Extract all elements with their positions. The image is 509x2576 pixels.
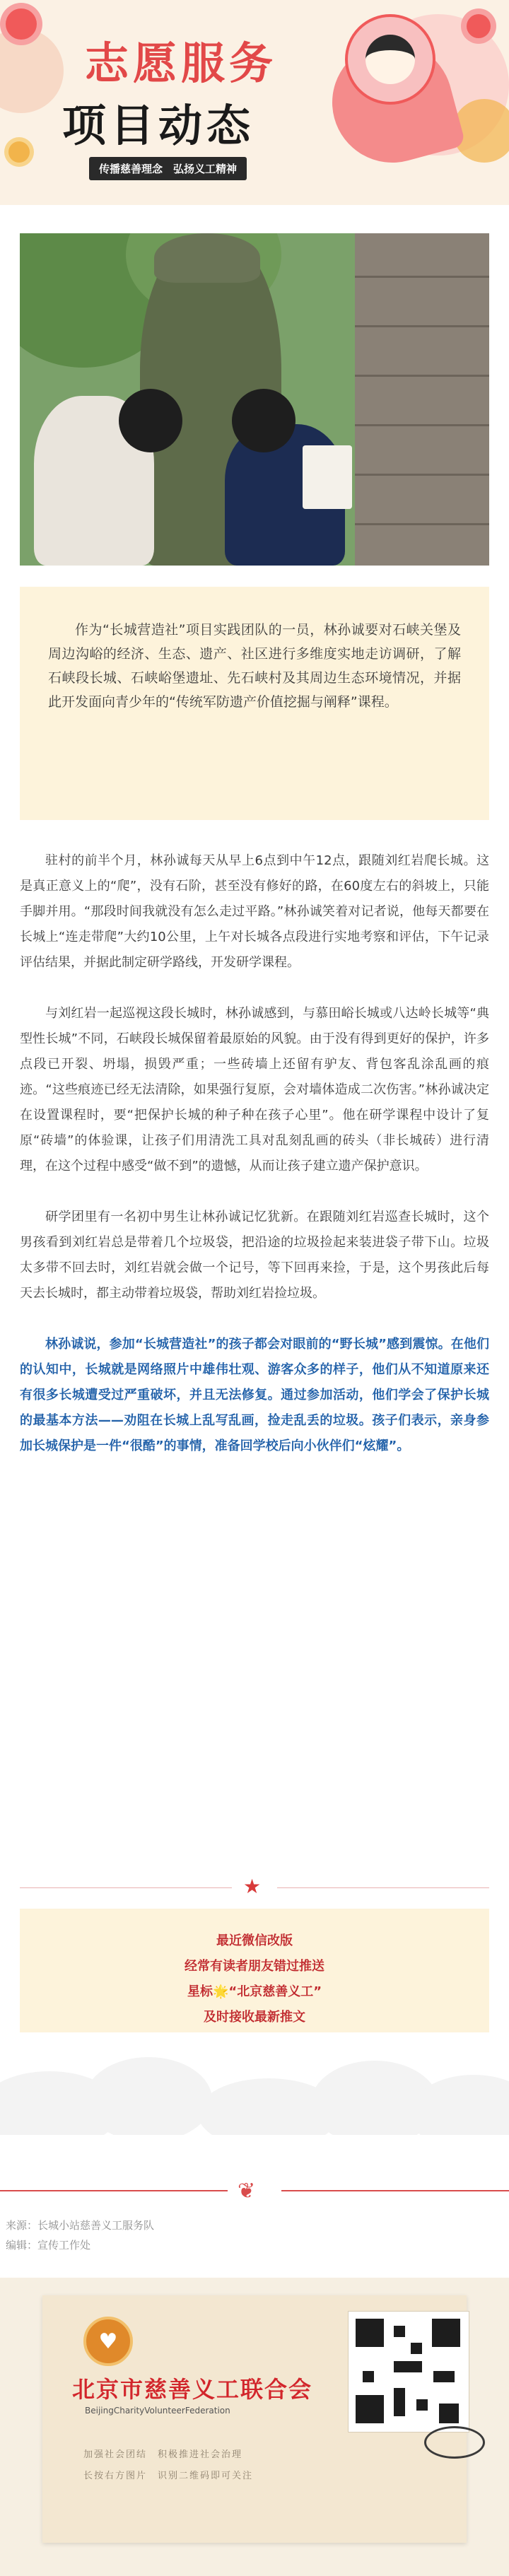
intro-box — [20, 587, 489, 820]
qr-code-icon[interactable] — [348, 2311, 469, 2432]
divider-line — [281, 2190, 509, 2191]
footer-tagline: 长按右方图片 识别二维码即可关注 — [83, 2471, 254, 2481]
footer-paper — [42, 2295, 467, 2543]
star-icon: ★ — [243, 1875, 262, 1898]
footer-card — [0, 2278, 509, 2576]
great-wall-shape — [355, 233, 489, 566]
notice-line: 星标🌟“北京慈善义工” — [187, 1984, 322, 1999]
cloud-decoration — [0, 2043, 509, 2135]
decor-circle — [0, 28, 64, 113]
org-name-cn: 北京市慈善义工联合会 — [72, 2376, 313, 2403]
divider-line — [0, 2190, 228, 2191]
article-highlight-paragraph: 林孙诚说，参加“长城营造社”的孩子都会对眼前的“野长城”感到震惊。在他们的认知中，长城就是网络照片中雄伟壮观、游客众多的样子，他们从不知道原来还有很多长城遭受过严重破坏，并且无法修复。通过参加活动，他们学会了保护长城的最基本方法——劝阻在长城上乱写乱画，捡走乱丢的垃圾。孩子们表示，亲身参加长城保护是一件“很酷”的事情，准备回学校后向小伙伴们“炫耀”。 — [20, 1337, 489, 1453]
source-from: 来源：长城小站慈善义工服务队 — [6, 2219, 155, 2232]
clipboard-shape — [303, 445, 352, 509]
subscribe-notice — [20, 1909, 489, 2032]
article-body — [20, 848, 489, 1485]
glasses-decoration-icon — [424, 2426, 485, 2459]
flower-icon — [467, 14, 491, 38]
article-paragraph: 与刘红岩一起巡视这段长城时，林孙诚感到，与慕田峪长城或八达岭长城等“典型性长城”不同，石峡段长城保留着最原始的风貌。由于没有得到更好的保护，许多点段已开裂、坍塌，损毁严重；一些砖墙上还留有驴友、背包客乱涂乱画的痕迹。“这些痕迹已经无法清除，如果强行复原，会对墙体造成二次伤害。”林孙诚决定在设置课程时，要“把保护长城的种子种在孩子心里”。他在研学课程中设计了复原“砖墙”的体验课，让孩子们用清洗工具对乱刻乱画的砖头（非长城砖）进行清理，在这个过程中感受“做不到”的遗憾，从而让孩子建立遗产保护意识。 — [20, 1006, 489, 1173]
notice-line: 及时接收最新推文 — [204, 2010, 305, 2025]
source-editor: 编辑：宣传工作处 — [6, 2239, 91, 2252]
hat-shape — [154, 233, 260, 283]
header-slogan: 传播慈善理念 弘扬义工精神 — [89, 157, 247, 180]
child-hair — [119, 389, 182, 452]
notice-line: 经常有读者朋友错过推送 — [185, 1959, 324, 1974]
girl-illustration-icon — [345, 14, 435, 105]
federation-logo-icon: ♥ — [83, 2317, 133, 2366]
page-title-line2: 项目动态 — [62, 100, 255, 151]
divider-line — [20, 1887, 232, 1888]
footer-tagline: 加强社会团结 积极推进社会治理 — [83, 2449, 243, 2460]
page-title-line1: 志愿服务 — [85, 37, 278, 89]
flower-icon — [8, 141, 30, 163]
article-paragraph: 研学团里有一名初中男生让林孙诚记忆犹新。在跟随刘红岩巡查长城时，这个男孩看到刘红岩总是带着几个垃圾袋，把沿途的垃圾捡起来装进袋子带下山。垃圾太多带不回去时，刘红岩就会做一个记号，等下回再来捡，于是，这个男孩此后每天去长城时，都主动带着垃圾袋，帮助刘红岩捡垃圾。 — [20, 1210, 489, 1301]
flower-icon — [6, 8, 37, 40]
notice-line: 最近微信改版 — [216, 1933, 293, 1948]
intro-text: 作为“长城营造社”项目实践团队的一员，林孙诚要对石峡关堡及周边沟峪的经济、生态、遗产、社区进行多维度实地走访调研，了解石峡段长城、石峡峪堡遗址、先石峡村及其周边生态环境情况，并据此开发面向青少年的“传统军防遗产价值挖掘与阐释”课程。 — [48, 622, 461, 710]
child-hair — [232, 389, 296, 452]
org-name-en: BeijingCharityVolunteerFederation — [85, 2406, 230, 2416]
header-banner — [0, 0, 509, 205]
chinese-knot-icon: ❦ — [238, 2179, 256, 2203]
article-source — [6, 2215, 154, 2255]
divider-line — [277, 1887, 489, 1888]
hero-photo — [20, 233, 489, 566]
article-paragraph: 驻村的前半个月，林孙诚每天从早上6点到中午12点，跟随刘红岩爬长城。这是真正意义上的“爬”，没有石阶，甚至没有修好的路，在60度左右的斜坡上，只能手脚并用。“那段时间我就没有怎么走过平路。”林孙诚笑着对记者说，他每天都要在长城上“连走带爬”大约10公里，上午对长城各点段进行实地考察和评估，下午记录评估结果，并据此制定研学路线，开发研学课程。 — [20, 853, 489, 970]
